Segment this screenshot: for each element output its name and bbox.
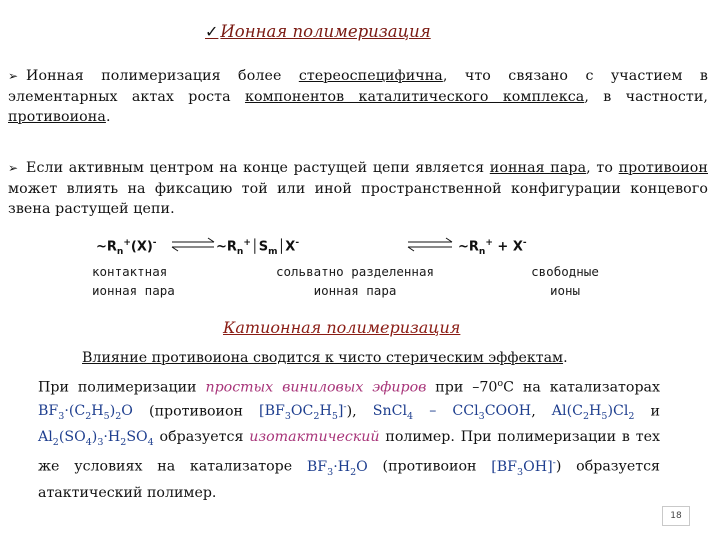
label-line: контактная: [92, 264, 168, 279]
slide-title-text: Ионная полимеризация: [220, 22, 431, 41]
label-solvent-separated: [260, 262, 450, 300]
text: – CCl: [413, 403, 479, 420]
highlight-term: простых виниловых эфиров: [205, 379, 427, 396]
underlined-term: противоион: [618, 160, 708, 176]
equilibrium-arrow-icon: [168, 236, 218, 252]
subscript: n: [236, 246, 244, 257]
text: ~R: [216, 239, 237, 255]
formula-ccl3cooh: – CCl$_3$COOH: [413, 403, 532, 423]
arrow-bullet-icon: ➢: [8, 69, 19, 83]
formula-counterion-1: $[BF_3OC_2H_5]^-$: [259, 401, 347, 423]
label-line: ионы: [549, 283, 581, 298]
text: BF: [38, 403, 59, 420]
formula-al2-so4-3: $Al_2(SO_4)_3\cdot H_2SO_4$: [38, 429, 154, 449]
superscript: -: [152, 238, 157, 248]
checkmark-icon: ✓: [205, 22, 219, 41]
slide-title: [205, 22, 431, 41]
arrow-bullet-icon: ➢: [8, 161, 19, 175]
text: │X: [277, 239, 296, 255]
text: SnCl: [372, 403, 408, 420]
superscript: +: [243, 238, 251, 248]
text: + X: [492, 239, 523, 255]
label-free-ions: [520, 262, 610, 300]
underlined-term: стереоспецифична: [298, 68, 443, 84]
formula-al-c2h5-cl2: $Al(C_2H_5)Cl_2$: [551, 403, 635, 423]
text: (противоион: [132, 403, 260, 420]
intro-paragraph: [82, 348, 642, 368]
underlined-term: противоиона: [8, 109, 106, 125]
text: ~R: [458, 239, 479, 255]
formula-sncl4: SnCl$_4$: [372, 403, 414, 423]
text: , что связано с участием в элементарных актах роста: [8, 68, 708, 105]
superscript: -: [295, 238, 300, 248]
label-line: ионная пара: [92, 283, 175, 298]
text: Ионная полимеризация более: [26, 68, 299, 84]
bullet-stereospecificity: [8, 66, 708, 128]
equilibrium-arrow-icon: [404, 236, 456, 252]
bullet-ion-pair: [8, 158, 708, 220]
formula-contact-ion-pair: [96, 238, 157, 257]
text: ~R: [96, 239, 117, 255]
section-title-cationic: Катионная полимеризация: [223, 318, 461, 337]
text: │S: [250, 239, 269, 255]
highlight-term: изотактический: [249, 429, 380, 446]
formula-bf3-h2o: $BF_3\cdot H_2O$: [306, 458, 368, 478]
label-line: ионная пара: [313, 283, 397, 298]
formula-counterion-2: $[BF_3OH]^-$: [491, 457, 556, 478]
text: может влиять на фиксацию той или иной пространственной конфигурации концевого звена растущей цепи.: [8, 180, 708, 217]
superscript: -: [522, 238, 527, 248]
text: , то: [586, 160, 619, 176]
formula-bf3-c2h5-2o: $BF_3\cdot(C_2H_5)_2O$: [38, 403, 133, 423]
text: (X): [130, 239, 153, 255]
text: .: [563, 350, 568, 366]
superscript: о: [497, 378, 504, 389]
text: При полимеризации: [38, 379, 206, 396]
underlined-term: компонентов каталитического комплекса: [244, 88, 585, 105]
subscript: n: [116, 246, 124, 257]
text: , в частности,: [584, 88, 708, 105]
text: .: [105, 109, 111, 125]
underlined-text: Влияние противоиона сводится к чисто стерическим эффектам: [82, 350, 564, 366]
label-contact-ion-pair: [92, 262, 192, 300]
superscript: +: [485, 238, 493, 248]
page-number: 18: [662, 506, 690, 526]
subscript: n: [478, 246, 486, 257]
text: при –70: [426, 379, 498, 396]
text: С на катализаторах: [503, 379, 660, 396]
polymerization-paragraph: При полимеризации простых виниловых эфиров при $-70^оС$ на катализаторах $BF_3\cdot(C_2H_5)_2O$ (противоион $[BF_3OC_2H_5]^-$), SnCl$_4$ – CCl$_3$COOH, $Al(C_2H_5)Cl_2$ и $Al_2(SO_4)_3\cdot H_2SO_4$ образуется изотактический полимер. При полимеризации в тех же условиях на катализаторе $BF_3\cdot H_2O$ (противоион $[BF_3OH]^-$) образуется атактический полимер.: [38, 378, 661, 501]
subscript: m: [268, 246, 278, 257]
label-line: сольватно разделенная: [275, 264, 435, 279]
formula-solvent-separated-ion-pair: [216, 238, 299, 257]
text: Если активным центром на конце растущей цепи является: [26, 160, 490, 176]
text: ),: [346, 403, 373, 420]
superscript: +: [123, 238, 131, 248]
label-line: свободные: [531, 264, 599, 279]
formula-free-ions: [458, 238, 527, 257]
underlined-term: ионная пара: [489, 160, 587, 176]
